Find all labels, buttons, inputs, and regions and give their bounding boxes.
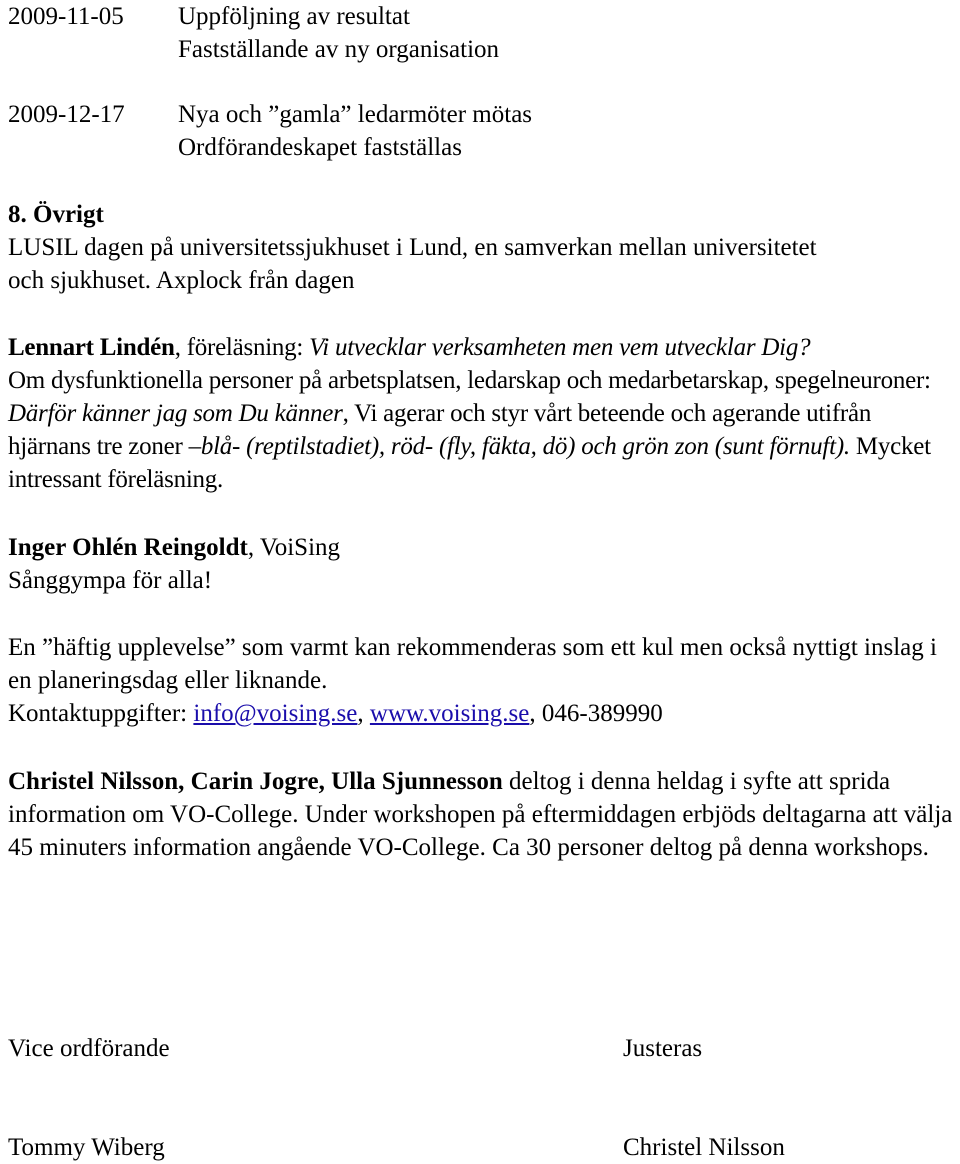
signature-right-role: Justeras <box>623 1035 703 1062</box>
contact-phone: , 046-389990 <box>529 700 663 727</box>
agenda-item: Nya och ”gamla” ledarmöter mötas <box>178 101 533 128</box>
lecture-inger <box>8 531 956 597</box>
lecture-description <box>8 364 956 496</box>
speaker-org: , VoiSing <box>247 534 341 561</box>
section-other <box>8 198 956 297</box>
workshop-text: deltog i denna heldag i syfte att sprida information om VO-College. Under workshopen på eftermiddagen erbjöds deltagarna att välja 45 minuters information angående VO-College. Ca 30 personer deltog på denna workshops. <box>8 768 953 861</box>
agenda-date: 2009-11-05 <box>8 3 124 30</box>
lecture-lennart <box>8 331 956 496</box>
website-link[interactable]: www.voising.se <box>369 700 530 727</box>
lecture-text: Om dysfunktionella personer på arbetsplatsen, ledarskap och medarbetarskap, spegelneuroner: <box>8 367 931 394</box>
agenda-date: 2009-12-17 <box>8 101 125 128</box>
email-link[interactable]: info@voising.se <box>193 700 358 727</box>
agenda-entry <box>8 0 956 66</box>
workshop-names: Christel Nilsson, Carin Jogre, Ulla Sjunnesson <box>8 768 503 795</box>
agenda-item: Uppföljning av resultat <box>178 3 410 30</box>
contact-line <box>8 697 956 730</box>
lecture-label: , föreläsning: <box>174 334 310 361</box>
signature-right-name: Christel Nilsson <box>623 1134 785 1161</box>
agenda-item: Fastställande av ny organisation <box>178 36 500 63</box>
section-heading: 8. Övrigt <box>8 201 104 228</box>
lecture-inger-description <box>8 631 956 730</box>
agenda-item: Ordförandeskapet fastställas <box>178 134 462 161</box>
signature-left-role: Vice ordförande <box>8 1035 170 1062</box>
lecture-text: Mycket intressant föreläsning. <box>8 433 931 493</box>
contact-separator: , <box>357 700 370 727</box>
speaker-name: Inger Ohlén Reingoldt <box>8 534 248 561</box>
speaker-name: Lennart Lindén <box>8 334 175 361</box>
section-intro: LUSIL dagen på universitetssjukhuset i Lund, en samverkan mellan universitetet <box>8 234 817 261</box>
signature-left-name: Tommy Wiberg <box>8 1134 165 1161</box>
lecture-subtitle: Sånggympa för alla! <box>8 567 213 594</box>
contact-label: Kontaktuppgifter: <box>8 700 194 727</box>
section-intro: och sjukhuset. Axplock från dagen <box>8 267 355 294</box>
lecture-review: En ”häftig upplevelse” som varmt kan rekommenderas som ett kul men också nyttigt inslag i en planeringsdag eller liknande. <box>8 634 937 694</box>
workshop-paragraph <box>8 765 956 864</box>
lecture-quote: Därför känner jag som Du känner <box>8 400 343 427</box>
lecture-title: Vi utvecklar verksamheten men vem utvecklar Dig? <box>309 334 811 361</box>
lecture-zones: –blå- (reptilstadiet), röd- (fly, fäkta, dö) och grön zon (sunt förnuft). <box>188 433 850 460</box>
agenda-entry <box>8 98 956 164</box>
lecture-text: , Vi agerar och styr vårt beteende och agerande utifrån hjärnans tre zoner <box>8 400 872 460</box>
